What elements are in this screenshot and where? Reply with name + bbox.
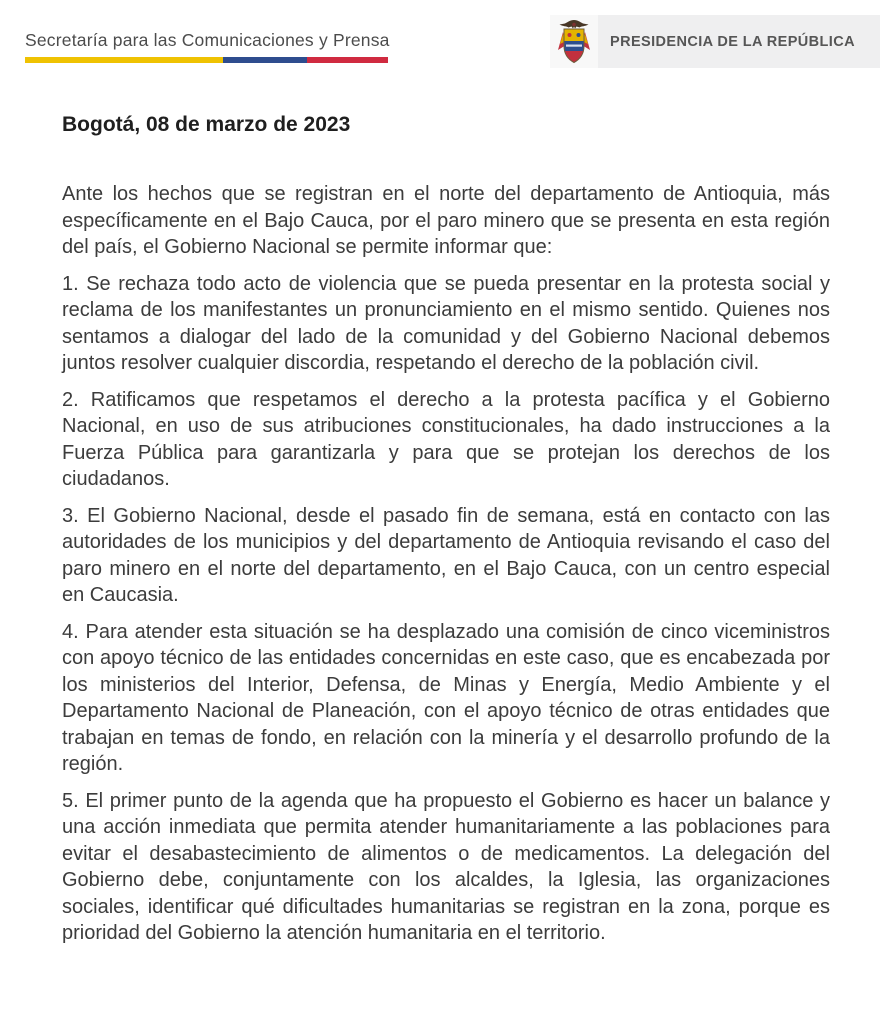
agency-label: Secretaría para las Comunicaciones y Prensa (25, 30, 390, 50)
paragraph-2: 2. Ratificamos que respetamos el derecho a la protesta pacífica y el Gobierno Nacional, en uso de sus atribuciones constitucionales, ha dado instrucciones a la Fuerza Pública para garantizarla y para que se protejan los derechos de los ciudadanos. (62, 388, 830, 490)
presidency-label: PRESIDENCIA DE LA REPÚBLICA (610, 33, 855, 50)
paragraph-1: 1. Se rechaza todo acto de violencia que se pueda presentar en la protesta social y reclama de los manifestantes un pronunciamiento en el mismo sentido. Quienes nos sentamos a dialogar del lado de la comunidad y del Gobierno Nacional debemos juntos resolver cualquier discordia, respetando el derecho de la población civil. (62, 272, 830, 374)
paragraph-4: 4. Para atender esta situación se ha desplazado una comisión de cinco viceministros con apoyo técnico de las entidades concernidas en este caso, que es encabezada por los ministerios del Interior, Defensa, de Minas y Energía, Medio Ambiente y el Departamento Nacional de Planeación, con el apoyo técnico de otras entidades que trabajan en temas de fondo, en relación con la minería y el desarrollo profundo de la región. (62, 620, 830, 775)
dateline: Bogotá, 08 de marzo de 2023 (62, 113, 351, 136)
paragraph-3: 3. El Gobierno Nacional, desde el pasado fin de semana, está en contacto con las autoridades de los municipios y del departamento de Antioquia revisando el caso del paro minero en el norte del departamento, en el Bajo Cauca, con un centro especial en Caucasia. (62, 504, 830, 606)
paragraph-5: 5. El primer punto de la agenda que ha propuesto el Gobierno es hacer un balance y una acción inmediata que permita atender humanitariamente a las poblaciones para evitar el desabastecimiento de alimentos o de medicamentos. La delegación del Gobierno debe, conjuntamente con los alcaldes, la Iglesia, las organizaciones sociales, identificar qué dificultades humanitarias se registran en la zona, porque es prioridad del Gobierno la atención humanitaria en el territorio. (62, 789, 830, 944)
document-body (62, 0, 830, 947)
intro-paragraph: Ante los hechos que se registran en el norte del departamento de Antioquia, más específicamente en el Bajo Cauca, por el paro minero que se presenta en esta región del país, el Gobierno Nacional se permite informar que: (62, 183, 830, 258)
